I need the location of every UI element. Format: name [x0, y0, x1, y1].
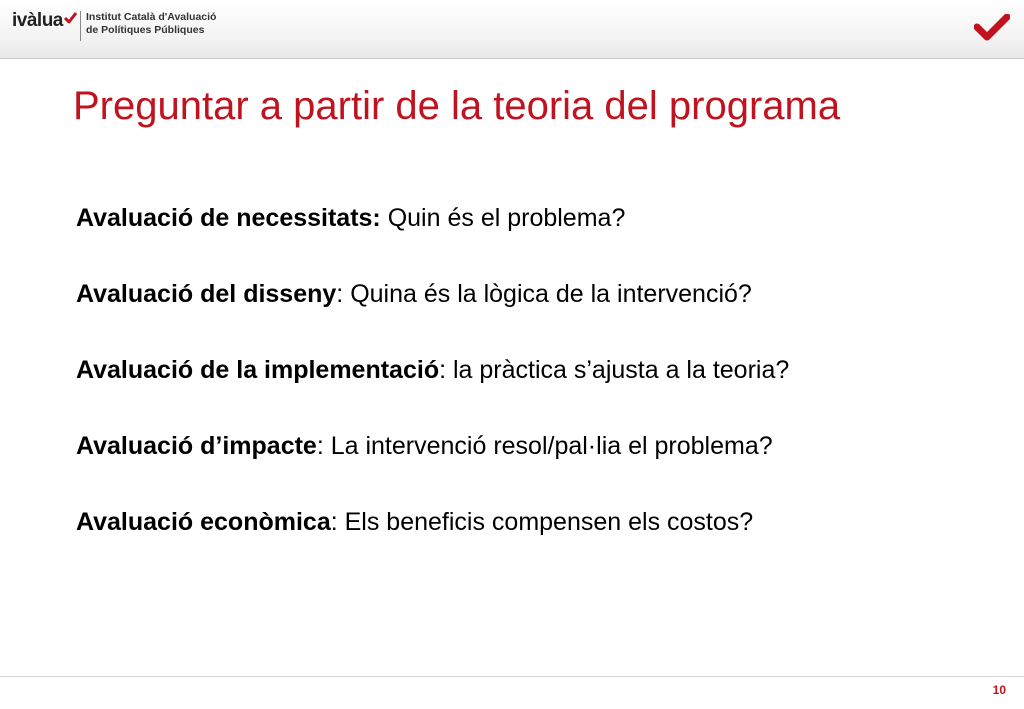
item-term: Avaluació d’impacte [76, 432, 317, 460]
list-item-implementation [76, 352, 789, 428]
checkmark-icon [64, 11, 77, 29]
brand-checkmark-icon [974, 14, 1010, 47]
item-text: Quin és el problema? [380, 204, 626, 232]
slide-title: Preguntar a partir de la teoria del programa [73, 84, 841, 128]
item-text: : Els beneficis compensen els costos? [330, 508, 754, 536]
list-item-design [76, 276, 789, 352]
item-text: : Quina és la lògica de la intervenció? [336, 280, 752, 308]
list-item-impact [76, 428, 789, 504]
institute-line-1: Institut Català d'Avaluació [86, 11, 217, 23]
footer-divider [0, 676, 1024, 677]
item-text: : La intervenció resol/pal·lia el problema? [316, 432, 773, 460]
slide-header [0, 0, 1024, 59]
item-term: Avaluació del disseny [76, 280, 337, 308]
question-list [76, 200, 789, 580]
ivalua-logo-text: ivàlua [12, 10, 63, 31]
item-text: : la pràctica s’ajusta a la teoria? [439, 356, 790, 384]
list-item-economic [76, 504, 789, 580]
institute-line-2: de Polítiques Públiques [86, 24, 205, 36]
item-term: Avaluació econòmica [76, 508, 331, 536]
list-item-needs [76, 200, 789, 276]
institute-name [86, 11, 216, 37]
item-term: Avaluació de la implementació [76, 356, 440, 384]
item-term: Avaluació de necessitats: [76, 204, 381, 232]
logo-divider [80, 11, 81, 41]
page-number: 10 [992, 683, 1006, 697]
